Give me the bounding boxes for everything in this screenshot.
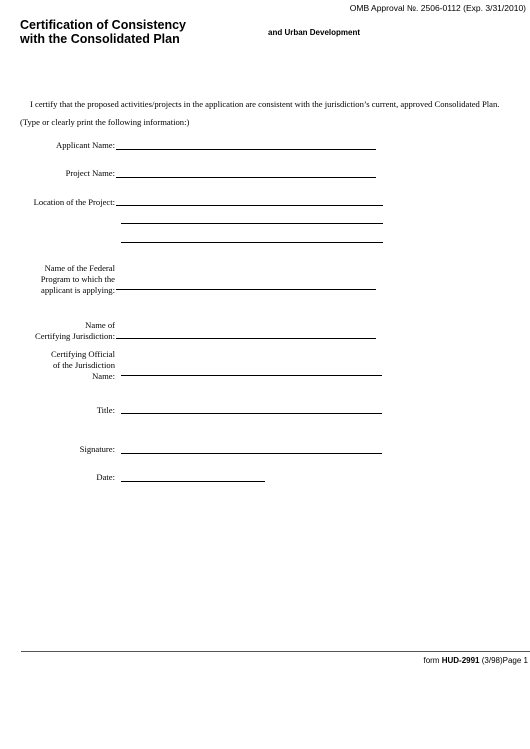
project-name-field[interactable] xyxy=(116,177,376,178)
jurisdiction-field[interactable] xyxy=(116,338,376,339)
footer-divider xyxy=(21,651,530,652)
form-number xyxy=(423,656,528,665)
title-field[interactable] xyxy=(121,413,382,414)
signature-label: Signature: xyxy=(79,444,115,454)
location-field-line-3[interactable] xyxy=(121,242,383,243)
jurisdiction-label xyxy=(35,320,115,342)
jurisdiction-label-line-2: Certifying Jurisdiction: xyxy=(35,331,115,341)
federal-program-label-line-1: Name of the Federal xyxy=(44,263,115,273)
official-name-label xyxy=(51,349,115,382)
form-prefix: form xyxy=(423,656,440,665)
project-name-label: Project Name: xyxy=(65,168,115,178)
official-name-label-line-3: Name: xyxy=(92,371,115,381)
federal-program-label xyxy=(41,263,115,296)
date-label: Date: xyxy=(96,472,115,482)
applicant-name-label: Applicant Name: xyxy=(56,140,115,150)
federal-program-label-line-3: applicant is applying: xyxy=(41,285,115,295)
applicant-name-field[interactable] xyxy=(116,149,376,150)
certification-statement: I certify that the proposed activities/projects in the application are consistent with the jurisdiction’s current, approved Consolidated Plan. xyxy=(30,99,500,109)
agency-name: and Urban Development xyxy=(268,28,361,37)
title-line-2: with the Consolidated Plan xyxy=(20,32,180,46)
federal-program-field[interactable] xyxy=(116,289,376,290)
title-line-1: Certification of Consistency xyxy=(20,18,186,32)
form-title xyxy=(20,18,186,46)
location-field-line-1[interactable] xyxy=(116,205,383,206)
official-name-label-line-2: of the Jurisdiction xyxy=(52,360,115,370)
title-label: Title: xyxy=(96,405,115,415)
jurisdiction-label-line-1: Name of xyxy=(85,320,115,330)
signature-field[interactable] xyxy=(121,453,382,454)
print-instruction: (Type or clearly print the following information:) xyxy=(20,117,190,127)
official-name-field[interactable] xyxy=(121,375,382,376)
omb-approval: OMB Approval №. 2506-0112 (Exp. 3/31/2010) xyxy=(349,3,526,13)
form-suffix: (3/98)Page 1 xyxy=(481,656,528,665)
form-id: HUD-2991 xyxy=(441,656,480,665)
location-field-line-2[interactable] xyxy=(121,223,383,224)
location-label: Location of the Project: xyxy=(33,197,115,207)
official-name-label-line-1: Certifying Official xyxy=(50,349,115,359)
federal-program-label-line-2: Program to which the xyxy=(40,274,115,284)
date-field[interactable] xyxy=(121,481,265,482)
